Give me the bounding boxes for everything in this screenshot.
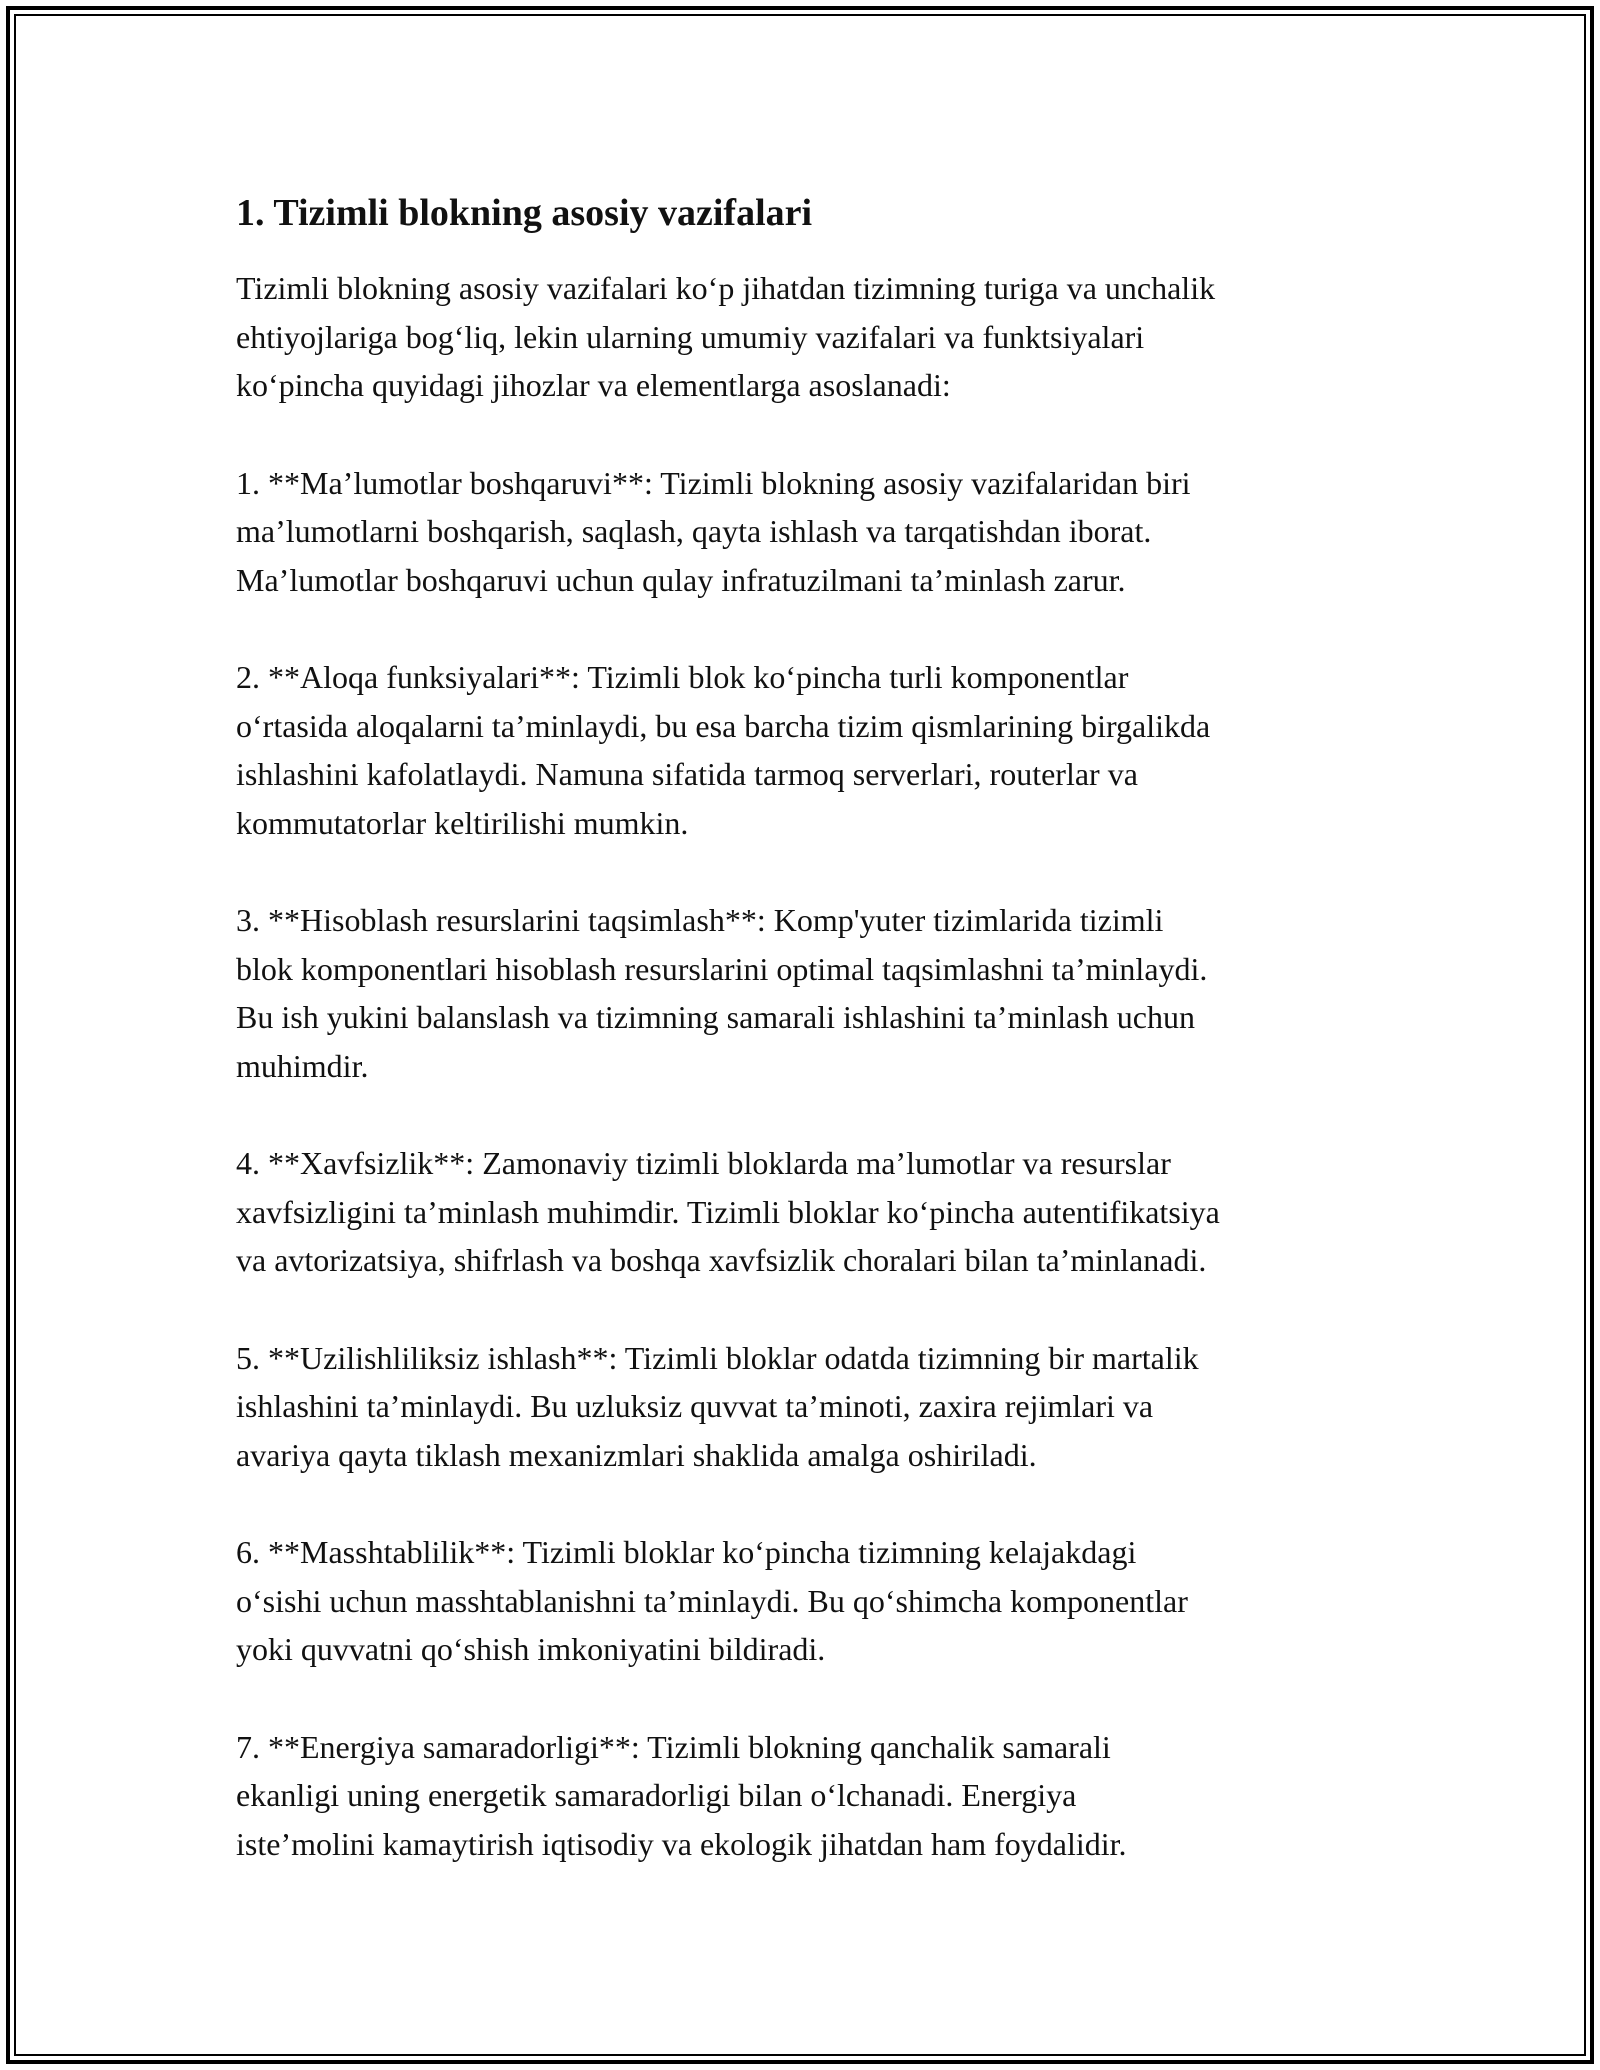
section-heading: 1. Tizimli blokning asosiy vazifalari — [236, 192, 813, 234]
text-line: muhimdir. — [236, 1047, 369, 1084]
text-line: ma’lumotlarni boshqarish, saqlash, qayta ishlash va tarqatishdan iborat. — [236, 513, 1152, 549]
text-line: iste’molini kamaytirish iqtisodiy va ekologik jihatdan ham foydalidir. — [236, 1825, 1127, 1862]
list-item-reliability — [236, 1334, 1396, 1480]
text-line: ekanligi uning energetik samaradorligi bilan o‘lchanadi. Energiya — [236, 1777, 1077, 1813]
text-line: ehtiyojlariga bog‘liq, lekin ularning umumiy vazifalari va funktsiyalari — [236, 318, 1145, 355]
text-line: 5. **Uzilishliliksiz ishlash**: Tizimli bloklar odatda tizimning bir martalik — [236, 1339, 1199, 1376]
list-item-energy-efficiency — [236, 1723, 1396, 1869]
document-body — [236, 188, 1396, 1868]
text-line: o‘sishi uchun masshtablanishni ta’minlaydi. Bu qo‘shimcha komponentlar — [236, 1582, 1188, 1619]
text-line: Ma’lumotlar boshqaruvi uchun qulay infratuzilmani ta’minlash zarur. — [236, 561, 1126, 598]
text-line: ishlashini ta’minlaydi. Bu uzluksiz quvvat ta’minoti, zaxira rejimlari va — [236, 1388, 1154, 1424]
text-line: xavfsizligini ta’minlash muhimdir. Tizimli bloklar ko‘pincha autentifikatsiya — [236, 1193, 1220, 1230]
text-line: 7. **Energiya samaradorligi**: Tizimli blokning qanchalik samarali — [236, 1728, 1111, 1765]
text-line: Bu ish yukini balanslash va tizimning samarali ishlashini ta’minlash uchun — [236, 999, 1195, 1035]
list-item-security — [236, 1139, 1396, 1285]
text-line: 3. **Hisoblash resurslarini taqsimlash**: Komp'yuter tizimlarida tizimli — [236, 902, 1164, 938]
text-line: o‘rtasida aloqalarni ta’minlaydi, bu esa barcha tizim qismlarining birgalikda — [236, 707, 1211, 744]
list-item-communication — [236, 653, 1396, 847]
text-line: 1. **Ma’lumotlar boshqaruvi**: Tizimli blokning asosiy vazifalaridan biri — [236, 464, 1191, 501]
text-line: 6. **Masshtablilik**: Tizimli bloklar ko‘pincha tizimning kelajakdagi — [236, 1534, 1137, 1570]
text-line: ishlashini kafolatlaydi. Namuna sifatida tarmoq serverlari, routerlar va — [236, 756, 1138, 792]
text-line: ko‘pincha quyidagi jihozlar va elementlarga asoslanadi: — [236, 367, 951, 403]
text-line: va avtorizatsiya, shifrlash va boshqa xavfsizlik choralari bilan ta’minlanadi. — [236, 1242, 1207, 1278]
text-line: yoki quvvatni qo‘shish imkoniyatini bildiradi. — [236, 1631, 826, 1667]
text-line: 2. **Aloqa funksiyalari**: Tizimli blok ko‘pincha turli komponentlar — [236, 659, 1129, 695]
text-line: kommutatorlar keltirilishi mumkin. — [236, 804, 689, 841]
list-item-data-management — [236, 459, 1396, 605]
intro-paragraph — [236, 264, 1396, 410]
text-line: 4. **Xavfsizlik**: Zamonaviy tizimli bloklarda ma’lumotlar va resurslar — [236, 1145, 1171, 1181]
text-line: avariya qayta tiklash mexanizmlari shaklida amalga oshiriladi. — [236, 1436, 1037, 1473]
list-item-scalability — [236, 1528, 1396, 1674]
text-line: blok komponentlari hisoblash resurslarini optimal taqsimlashni ta’minlaydi. — [236, 950, 1208, 987]
list-item-resource-allocation — [236, 896, 1396, 1090]
text-line: Tizimli blokning asosiy vazifalari ko‘p jihatdan tizimning turiga va unchalik — [236, 270, 1216, 306]
